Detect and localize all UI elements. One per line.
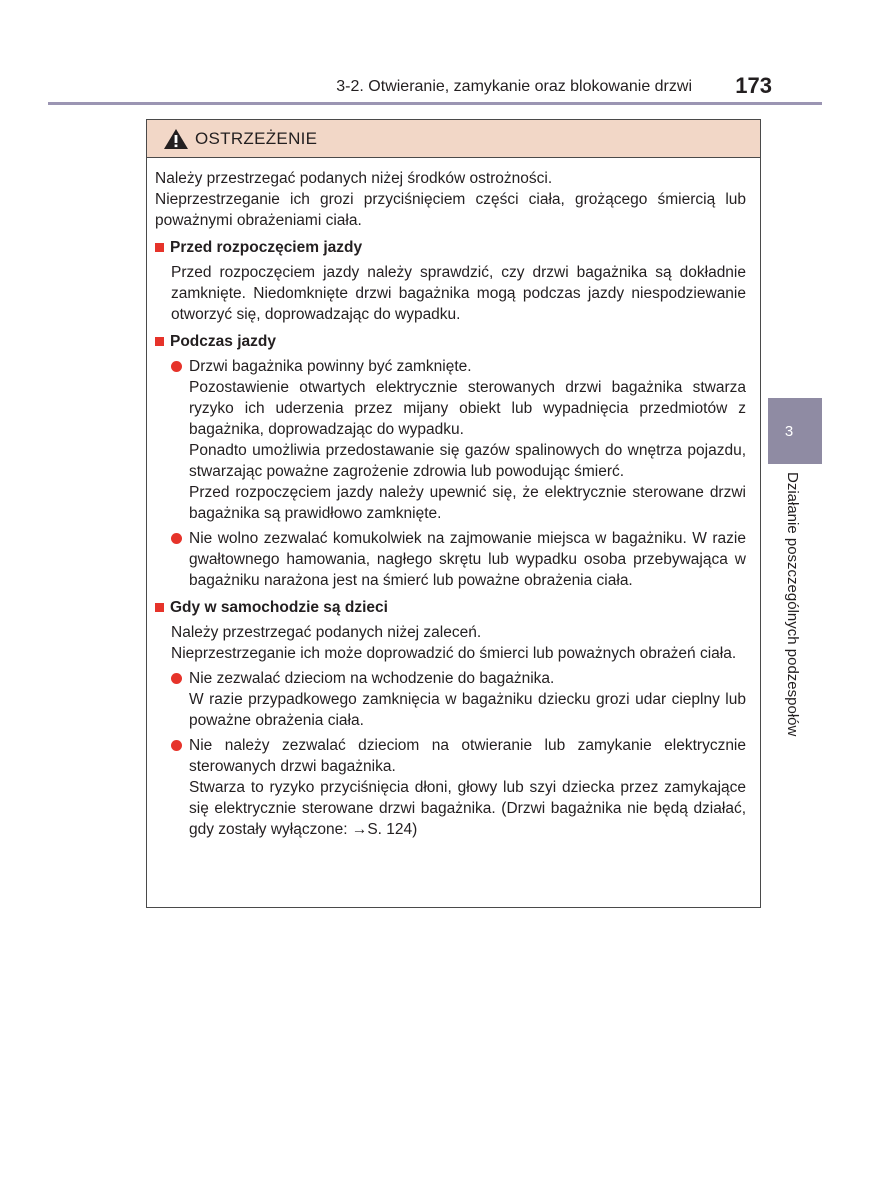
warning-box — [146, 119, 761, 908]
warning-title: OSTRZEŻENIE — [195, 128, 318, 148]
section-heading: Przed rozpoczęciem jazdy — [170, 239, 363, 256]
intro-line: Nieprzestrzeganie ich grozi przyciśnięciem części ciała, grożącego śmiercią lub poważnymi obrażeniami ciała. — [155, 191, 746, 229]
red-square-bullet-icon — [155, 243, 164, 252]
chapter-tab — [768, 398, 822, 464]
red-square-bullet-icon — [155, 337, 164, 346]
chapter-number: 3 — [784, 423, 794, 440]
chapter-side-label: Działanie poszczególnych podzespołów — [784, 472, 801, 737]
header-rule — [48, 102, 822, 105]
chapter-title: 3-2. Otwieranie, zamykanie oraz blokowanie drzwi — [336, 78, 692, 95]
section-before-driving — [155, 237, 746, 325]
page-header — [48, 72, 822, 104]
red-dot-bullet-icon — [171, 361, 182, 372]
list-item: Nie zezwalać dzieciom na wchodzenie do bagażnika. W razie przypadkowego zamknięcia w bagażniku dziecku grozi udar cieplny lub poważne obrażenia ciała. — [171, 668, 746, 731]
intro-line: Należy przestrzegać podanych niżej środków ostrożności. — [155, 170, 553, 187]
section-body: Przed rozpoczęciem jazdy należy sprawdzić, czy drzwi bagażnika są dokładnie zamknięte. Niedomknięte drzwi bagażnika mogą podczas jazdy niespodziewanie otworzyć się, doprowadzając do wypadku. — [171, 264, 746, 323]
red-square-bullet-icon — [155, 603, 164, 612]
page-number: 173 — [735, 73, 772, 98]
section-heading: Gdy w samochodzie są dzieci — [170, 599, 388, 616]
warning-content — [147, 158, 760, 840]
section-body: Należy przestrzegać podanych niżej zaleceń. Nieprzestrzeganie ich może doprowadzić do śmierci lub poważnych obrażeń ciała. — [171, 624, 737, 662]
section-while-driving — [155, 331, 746, 591]
list-item: Drzwi bagażnika powinny być zamknięte. Pozostawienie otwartych elektrycznie sterowanych drzwi bagażnika stwarza ryzyko ich uderzenia przez mijany obiekt lub wypadnięcia przedmiotów z bagażnika, doprowadzając do wypadku. Ponadto umożliwia przedostawanie się gazów spalinowych do wnętrza pojazdu, stwarzając poważne zagrożenie zdrowia lub powodując śmierć. Przed rozpoczęciem jazdy należy upewnić się, że elektrycznie sterowane drzwi bagażnika są prawidłowo zamknięte. — [171, 356, 746, 524]
warning-header — [147, 120, 760, 158]
section-children — [155, 597, 746, 840]
warning-triangle-icon — [163, 128, 189, 150]
list-item: Nie wolno zezwalać komukolwiek na zajmowanie miejsca w bagażniku. W razie gwałtownego hamowania, nagłego skrętu lub wypadku osoba przebywająca w bagażniku narażona jest na śmierć lub poważne obrażenia ciała. — [171, 528, 746, 591]
red-dot-bullet-icon — [171, 740, 182, 751]
red-dot-bullet-icon — [171, 533, 182, 544]
section-heading: Podczas jazdy — [170, 333, 276, 350]
list-item: Nie należy zezwalać dzieciom na otwieranie lub zamykanie elektrycznie sterowanych drzwi bagażnika. Stwarza to ryzyko przyciśnięcia dłoni, głowy lub szyi dziecka przez zamykające się elektrycznie sterowane drzwi bagażnika. (Drzwi bagażnika nie będą działać, gdy zostały wyłączone: →S. 124) — [171, 735, 746, 840]
red-dot-bullet-icon — [171, 673, 182, 684]
